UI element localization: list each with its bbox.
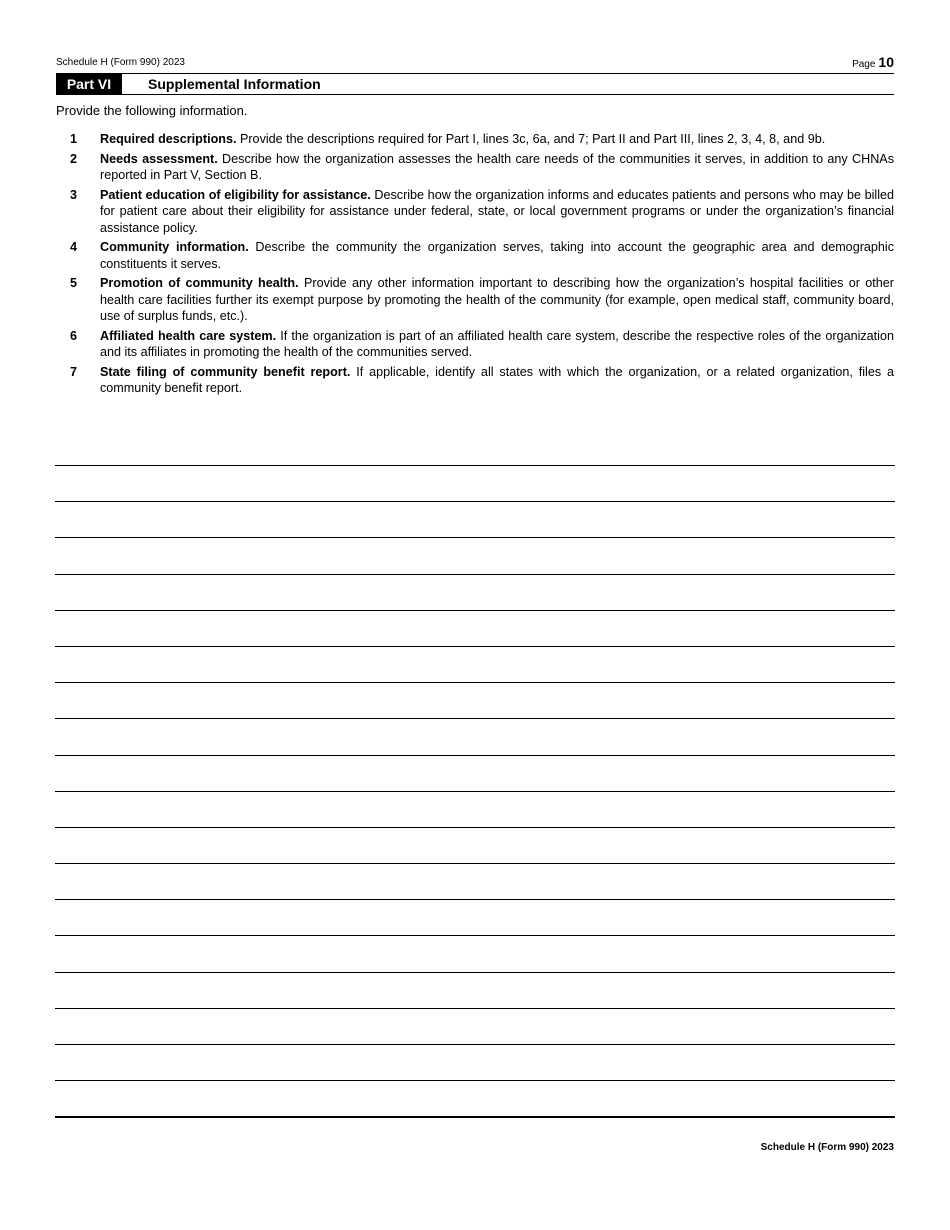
form-id-header: Schedule H (Form 990) 2023 [56,57,185,68]
intro-text: Provide the following information. [56,103,248,118]
writing-line[interactable] [55,501,895,537]
instruction-item [56,151,894,184]
item-text [100,131,894,148]
part-title: Supplemental Information [148,76,321,92]
writing-line[interactable] [55,827,895,863]
item-description: Provide the descriptions required for Part I, lines 3c, 6a, and 7; Part II and Part III, lines 2, 3, 4, 8, and 9b. [236,132,826,146]
writing-line[interactable] [55,718,895,754]
part-badge: Part VI [56,74,122,94]
item-description: Provide any other information important to describing how the organization’s hospital facilities or other health care facilities further its exempt purpose by promoting the health of the community (for example, open medical staff, community board, use of surplus funds, etc.). [100,276,895,323]
writing-line[interactable] [55,1008,895,1044]
item-description: If the organization is part of an affiliated health care system, describe the respective roles of the organization and its affiliates in promoting the health of the communities served. [100,328,894,359]
item-text [100,187,894,237]
writing-line[interactable] [55,972,895,1008]
instruction-item [56,239,894,272]
instruction-item [56,187,894,237]
item-text [100,328,894,361]
item-description: Describe how the organization informs and educates patients and persons who may be billed for patient care about their eligibility for assistance under federal, state, or local government programs or under the organization’s financial assistance policy. [100,187,894,235]
supplemental-writing-area[interactable] [55,465,895,1118]
writing-line[interactable] [55,935,895,971]
form-id-footer: Schedule H (Form 990) 2023 [760,1142,894,1153]
item-number: 1 [70,132,78,146]
writing-line[interactable] [55,574,895,610]
item-text [100,239,894,272]
item-text [100,151,894,184]
item-text [100,275,894,325]
writing-line[interactable] [55,682,895,718]
item-title: Community information. [100,240,249,254]
writing-line[interactable] [55,465,895,501]
item-number: 6 [70,328,78,343]
writing-line[interactable] [55,791,895,827]
instruction-list [56,131,894,400]
item-title: Needs assessment. [100,151,218,166]
instruction-item [56,275,894,325]
instruction-item [56,328,894,361]
item-title: Patient education of eligibility for assistance. [100,187,371,202]
item-title: State filing of community benefit report. [100,364,351,379]
item-title: Promotion of community health. [100,276,299,290]
page-label: Page [852,59,876,70]
item-description: Describe how the organization assesses the health care needs of the communities it serves, in addition to any CHNAs reported in Part V, Section B. [100,151,894,182]
item-title: Affiliated health care system. [100,328,277,343]
item-description: If applicable, identify all states with which the organization, or a related organization, files a community benefit report. [100,364,895,395]
bottom-rule [55,1116,895,1118]
page-number: 10 [878,54,894,70]
item-number: 4 [70,240,78,254]
item-number: 7 [70,364,78,379]
writing-line[interactable] [55,1044,895,1080]
item-number: 2 [70,151,78,166]
writing-line[interactable] [55,863,895,899]
writing-line[interactable] [55,899,895,935]
writing-line[interactable] [55,1080,895,1116]
item-description: Describe the community the organization serves, taking into account the geographic area and demographic constituents it serves. [100,240,894,271]
part-header [56,73,894,95]
instruction-item [56,364,894,397]
instruction-item [56,131,894,148]
writing-line[interactable] [55,610,895,646]
item-text [100,364,894,397]
writing-line[interactable] [55,755,895,791]
item-number: 5 [70,276,78,290]
item-number: 3 [70,187,78,202]
page-number-header [852,54,894,70]
writing-line[interactable] [55,537,895,573]
writing-line[interactable] [55,646,895,682]
item-title: Required descriptions. [100,132,237,146]
